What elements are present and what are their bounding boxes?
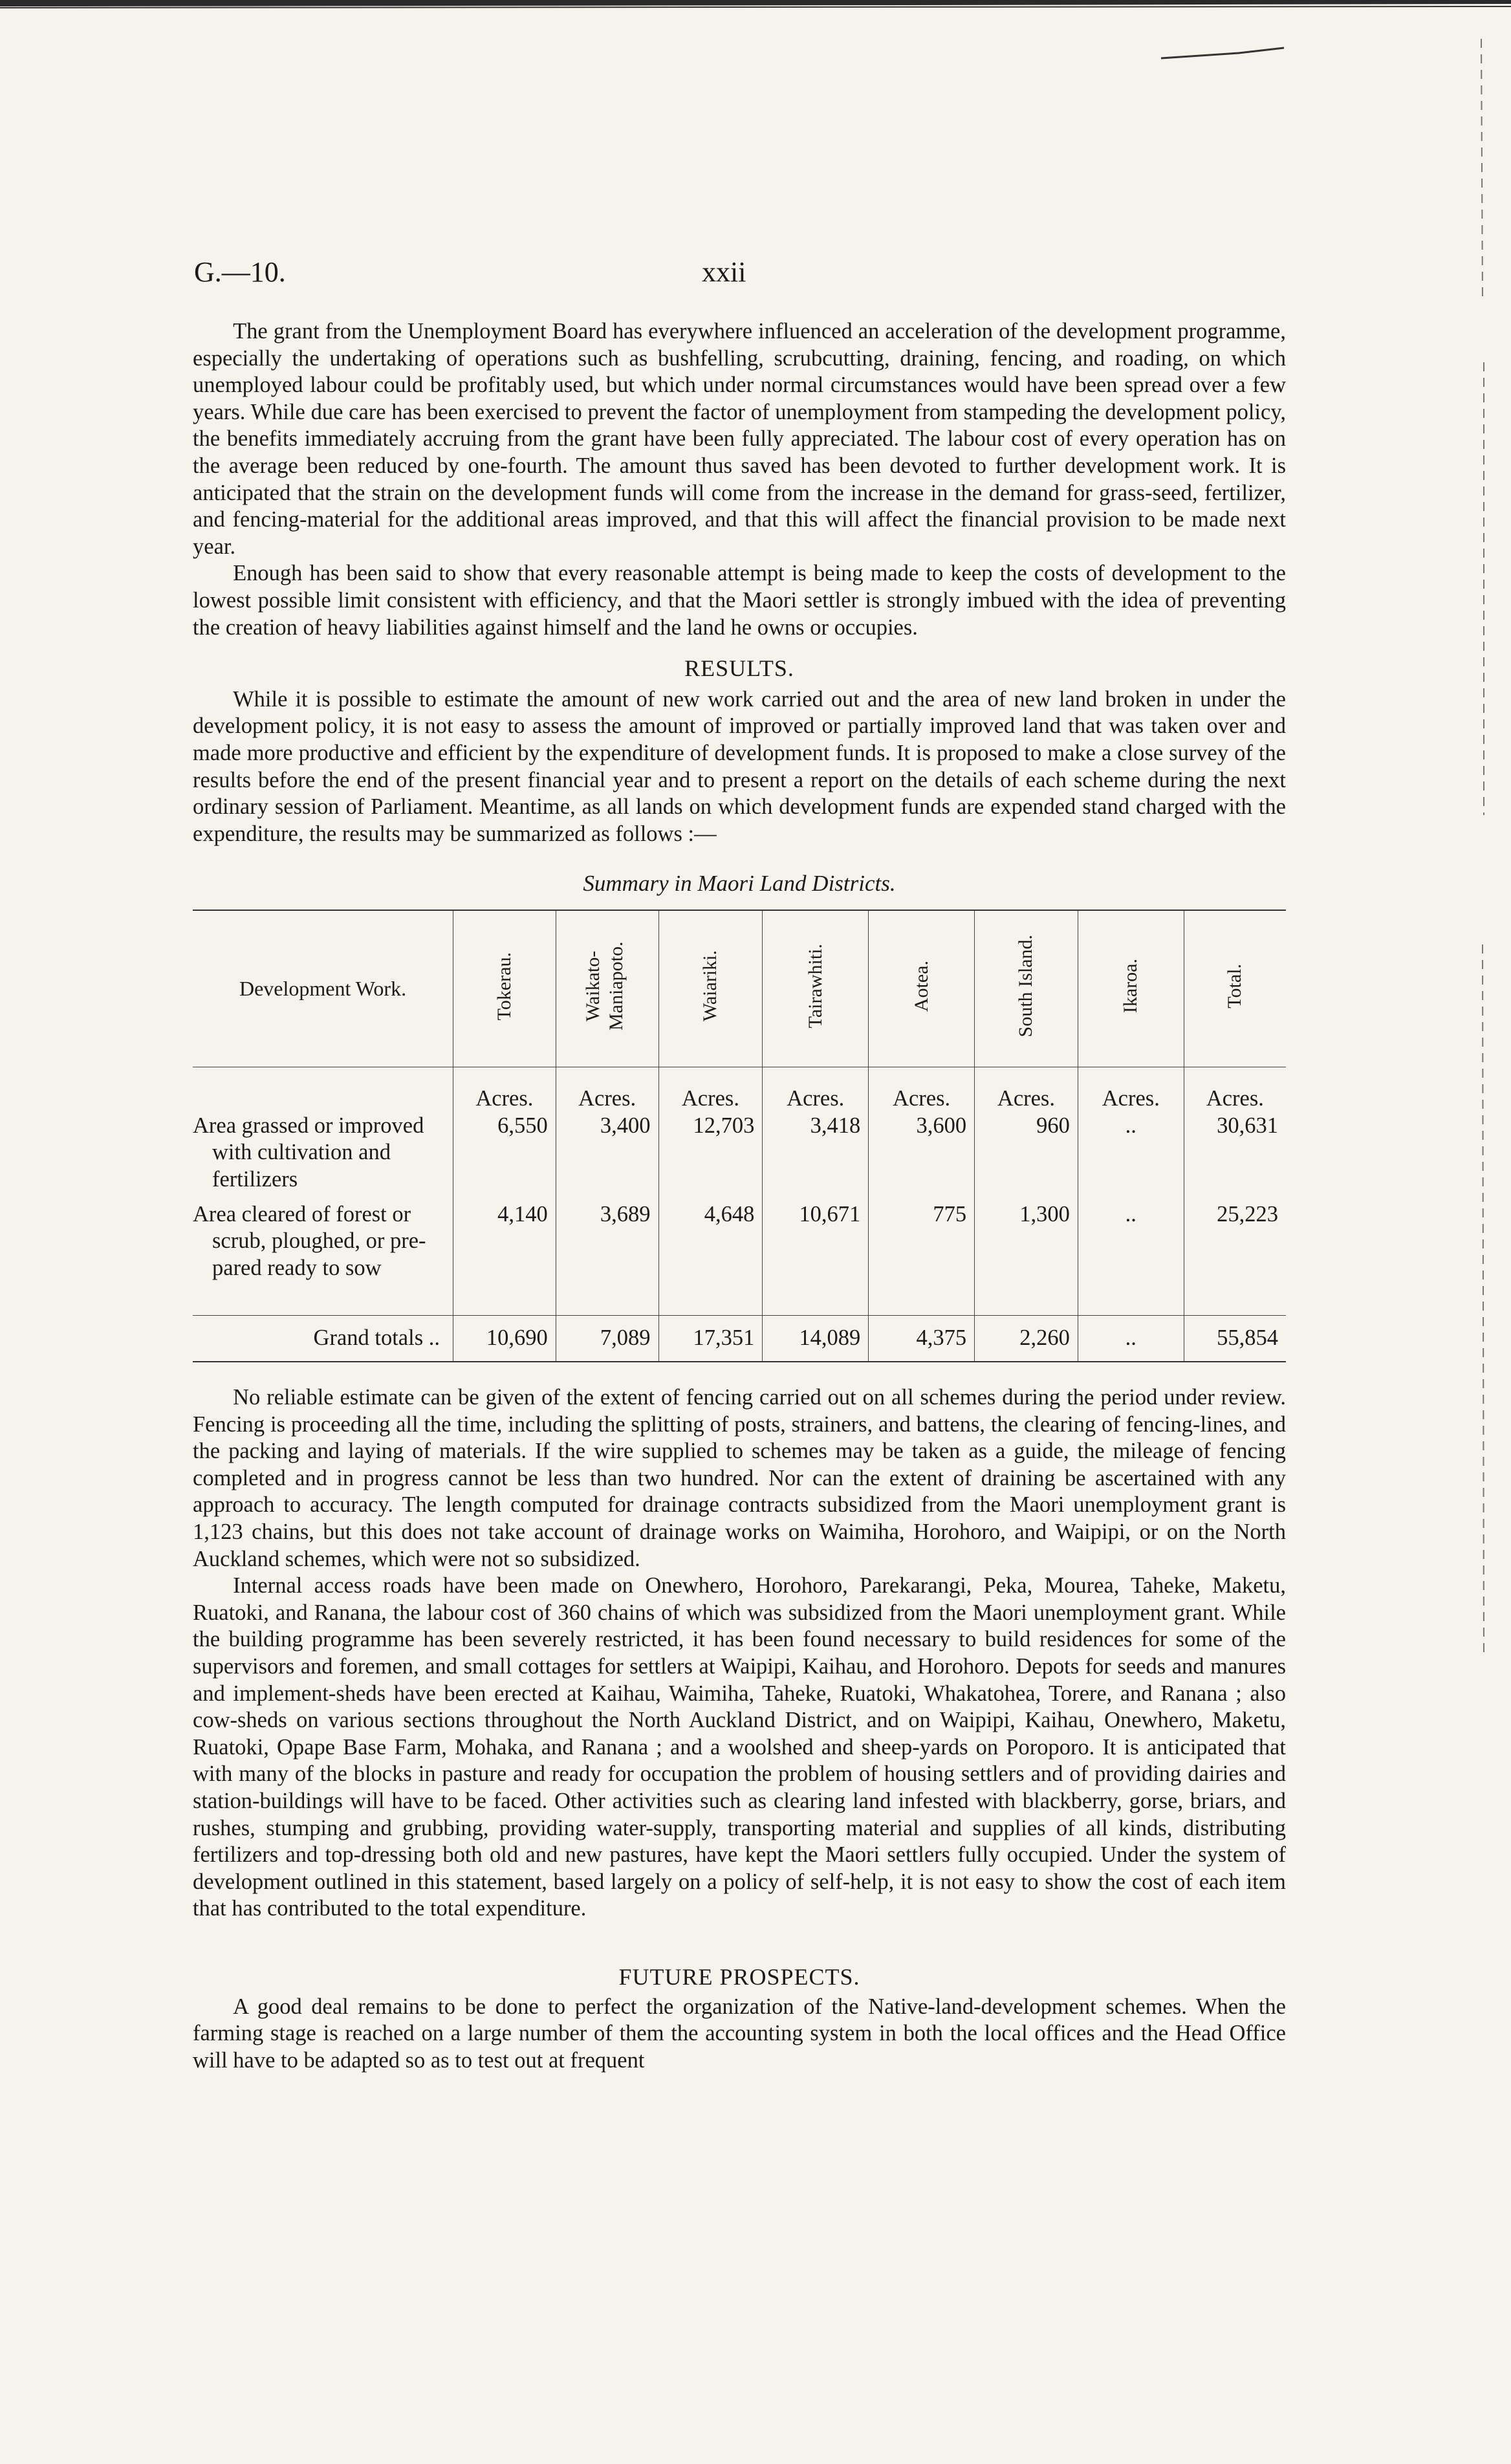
table-cell: 10,690: [453, 1316, 556, 1362]
table-cell: 1,300: [975, 1194, 1078, 1316]
units-row: [193, 1067, 1286, 1113]
table-cell: 4,648: [658, 1194, 763, 1316]
column-header-aotea: Aotea.: [869, 910, 975, 1067]
row-label: Area cleared of forest or scrub, ploughed, or pre- pared ready to sow: [193, 1201, 426, 1280]
page-number: xxii: [702, 256, 746, 288]
table-cell: 3,400: [556, 1113, 658, 1194]
column-header-ikaroa: Ikaroa.: [1078, 910, 1184, 1067]
column-header-development-work: Development Work.: [239, 977, 407, 1001]
top-edge-rule: [0, 0, 1511, 25]
table-cell: 25,223: [1184, 1194, 1286, 1316]
unit-cell: Acres.: [869, 1067, 975, 1113]
table-row-area-cleared: [193, 1194, 1286, 1316]
table-cell: 4,375: [869, 1316, 975, 1362]
table-cell: 3,689: [556, 1194, 658, 1316]
unit-cell: Acres.: [556, 1067, 658, 1113]
paragraph-fencing-draining: No reliable estimate can be given of the extent of fencing carried out on all schemes during the period under review. Fencing is proceeding all the time, including the splitting of posts, strainers, and battens, the clearing of fencing-lines, and the packing and laying of materials. If the wire supplied to schemes may be taken as a guide, the mileage of fencing completed and in progress cannot be less than two hundred. Nor can the extent of draining be ascertained with any approach to accuracy. The length computed for drainage contracts subsidized from the Maori unemployment grant is 1,123 chains, but this does not take account of drainage works on Waimiha, Horohoro, and Waipipi, or on the North Auckland schemes, which were not so subsidized.: [193, 1385, 1286, 1571]
table-cell: 12,703: [658, 1113, 763, 1194]
table-cell: 10,671: [763, 1194, 869, 1316]
table-header-row: [193, 910, 1286, 1067]
table-cell: 960: [975, 1113, 1078, 1194]
paragraph-results: While it is possible to estimate the amount of new work carried out and the area of new land broken in under the development policy, it is not easy to assess the amount of improved or partially improved land that was taken over and made more productive and efficient by the expenditure of development funds. It is proposed to make a close survey of the results before the end of the present financial year and to present a report on the details of each scheme during the next ordinary session of Parliament. Meantime, as all lands on which development funds are expended stand charged with the expenditure, the results may be summarized as follows :—: [193, 686, 1286, 846]
unit-cell: Acres.: [453, 1067, 556, 1113]
table-cell: 775: [869, 1194, 975, 1316]
paragraph-roads-buildings: Internal access roads have been made on Onewhero, Horohoro, Parekarangi, Peka, Mourea, Taheke, Maketu, Ruatoki, and Ranana, the labour cost of 360 chains of which was subsidized from the Maori unemployment grant. While the building programme has been severely restricted, it has been found necessary to build residences for some of the supervisors and foremen, and small cottages for settlers at Waipipi, Kaihau, and Horohoro. Depots for seeds and manures and implement-sheds have been erected at Kaihau, Waimiha, Taheke, Ruatoki, Whakatohea, Torere, and Ranana ; also cow-sheds on various sections throughout the North Auckland District, and on Waipipi, Kaihau, Onewhero, Maketu, Ruatoki, Opape Base Farm, Mohaka, and Ranana ; and a woolshed and sheep-yards on Poroporo. It is anticipated that with many of the blocks in pasture and ready for occupation the problem of housing settlers and of providing dairies and station-buildings will have to be faced. Other activities such as clearing land infested with blackberry, gorse, briars, and rushes, stumping and grubbing, providing water-supply, transporting material and supplies of all kinds, distributing fertilizers and top-dressing both old and new pastures, have kept the Maori settlers fully occupied. Under the system of development outlined in this statement, based largely on a policy of self-help, it is not easy to show the cost of each item that has contributed to the total expenditure.: [193, 1573, 1286, 1921]
grand-totals-row: [193, 1316, 1286, 1362]
column-header-waikato-maniapoto: Waikato-Maniapoto.: [556, 910, 658, 1067]
right-margin-binding-marks: [1468, 39, 1494, 1656]
summary-table: [193, 910, 1286, 1362]
column-header-south-island: South Island.: [975, 910, 1078, 1067]
future-prospects-heading: FUTURE PROSPECTS.: [618, 1963, 860, 1990]
table-cell: 4,140: [453, 1194, 556, 1316]
column-header-tairawhiti: Tairawhiti.: [763, 910, 869, 1067]
column-header-total: Total.: [1184, 910, 1286, 1067]
paragraph-unemployment-grant: The grant from the Unemployment Board has everywhere influenced an acceleration of the development programme, especially the undertaking of operations such as bushfelling, scrubcutting, draining, fencing, and roading, on which unemployed labour could be profitably used, but which under normal circumstances would have been spread over a few years. While due care has been exercised to prevent the factor of unemployment from stampeding the development policy, the benefits immediately accruing from the grant have been fully appreciated. The labour cost of every operation has on the average been reduced by one-fourth. The amount thus saved has been devoted to further development work. It is anticipated that the strain on the development funds will come from the increase in the demand for grass-seed, fertilizer, and fencing-material for the additional areas improved, and that this will affect the financial provision to be made next year.: [193, 319, 1286, 559]
table-cell: 3,600: [869, 1113, 975, 1194]
corner-pen-stroke: [1161, 39, 1290, 65]
unit-cell: Acres.: [763, 1067, 869, 1113]
table-cell: 3,418: [763, 1113, 869, 1194]
table-cell: 7,089: [556, 1316, 658, 1362]
row-label: Area grassed or improved with cultivation and fertilizers: [193, 1113, 424, 1192]
table-row-area-grassed: [193, 1113, 1286, 1194]
table-cell: 17,351: [658, 1316, 763, 1362]
column-header-tokerau: Tokerau.: [453, 910, 556, 1067]
paragraph-costs: Enough has been said to show that every reasonable attempt is being made to keep the costs of development to the lowest possible limit consistent with efficiency, and that the Maori settler is strongly imbued with the idea of preventing the creation of heavy liabilities against himself and the land he owns or occupies.: [193, 561, 1286, 640]
paragraph-future: A good deal remains to be done to perfect the organization of the Native-land-development schemes. When the farming stage is reached on a large number of them the accounting system in both the local offices and the Head Office will have to be adapted so as to test out at frequent: [193, 1994, 1286, 2073]
results-heading: RESULTS.: [684, 655, 794, 682]
grand-totals-label: Grand totals ..: [313, 1325, 440, 1351]
table-cell: 2,260: [975, 1316, 1078, 1362]
table-cell: 14,089: [763, 1316, 869, 1362]
page-body: [193, 318, 1286, 2074]
table-cell: ..: [1078, 1194, 1184, 1316]
unit-cell: Acres.: [658, 1067, 763, 1113]
table-cell: 6,550: [453, 1113, 556, 1194]
table-cell: ..: [1078, 1113, 1184, 1194]
table-cell: ..: [1078, 1316, 1184, 1362]
unit-cell: Acres.: [1078, 1067, 1184, 1113]
unit-cell: Acres.: [975, 1067, 1078, 1113]
unit-cell: Acres.: [1184, 1067, 1286, 1113]
table-cell: 55,854: [1184, 1316, 1286, 1362]
column-header-waiariki: Waiariki.: [658, 910, 763, 1067]
table-caption: Summary in Maori Land Districts.: [583, 871, 896, 897]
document-reference: G.—10.: [194, 256, 286, 288]
table-cell: 30,631: [1184, 1113, 1286, 1194]
